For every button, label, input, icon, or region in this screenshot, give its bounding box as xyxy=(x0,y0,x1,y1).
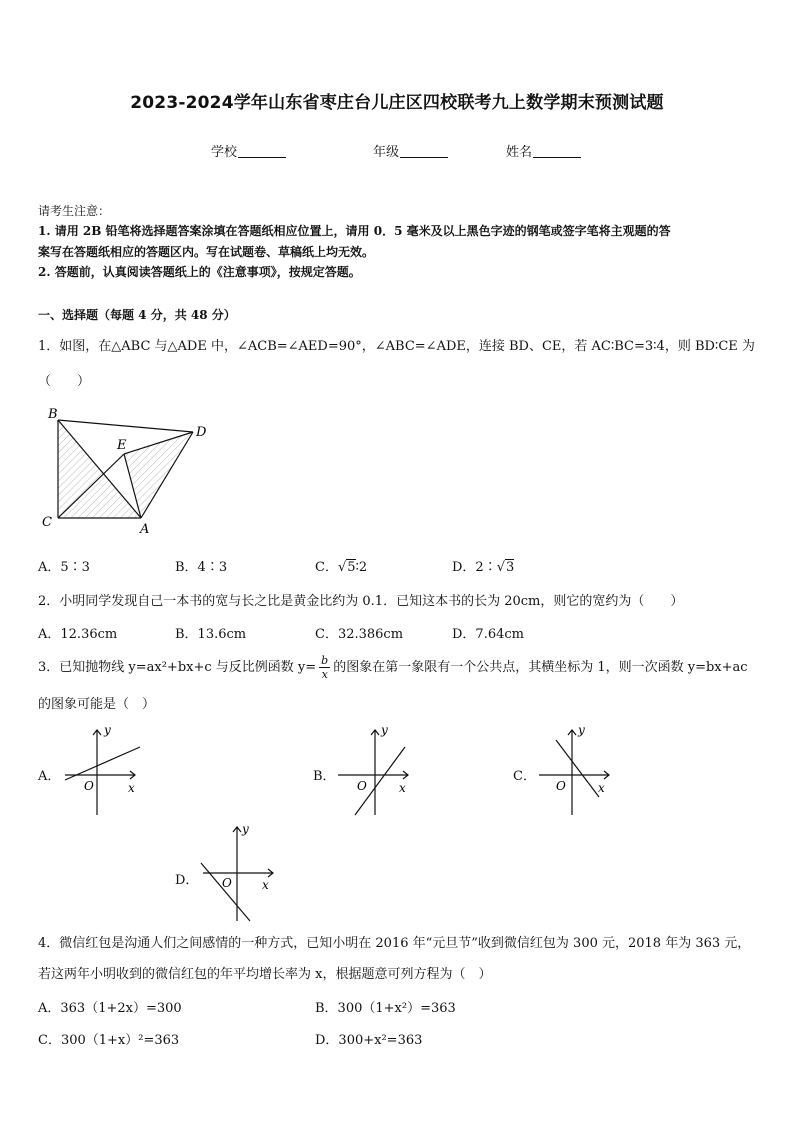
label-e: E xyxy=(117,438,127,453)
y-label: y xyxy=(104,723,111,737)
grade-field xyxy=(373,141,448,160)
q3-option-d[interactable]: D． xyxy=(175,873,199,888)
q3-fraction xyxy=(319,654,330,681)
q3-text-post: 的图象在第一象限有一个公共点，其横坐标为 1，则一次函数 y=bx+ac xyxy=(333,660,748,675)
q2-option-c[interactable]: C．32.386cm xyxy=(315,627,404,642)
label-d: D xyxy=(196,425,207,440)
q3-graph-b[interactable] xyxy=(333,722,418,817)
page-title: 2023-2024学年山东省枣庄台儿庄区四校联考九上数学期末预测试题 xyxy=(130,93,664,113)
school-label: 学校 xyxy=(211,145,238,160)
q3-text-line1 xyxy=(38,652,763,684)
q1-option-c[interactable] xyxy=(315,556,367,575)
school-field xyxy=(211,141,286,160)
q1-figure xyxy=(38,402,210,537)
grade-blank xyxy=(400,145,448,158)
label-b: B xyxy=(48,407,58,422)
notice-item1-line1: 1. 请用 2B 铅笔将选择题答案涂填在答题纸相应位置上，请用 0．5 毫米及以上黑色字迹的钢笔或签字笔将主观题的答 xyxy=(38,224,671,238)
q1-option-d-prefix: D．2∶ xyxy=(452,560,497,575)
q3-option-c[interactable]: C． xyxy=(513,769,536,784)
y-label: y xyxy=(578,723,585,737)
q2-text: 2．小明同学发现自己一本书的宽与长之比是黄金比约为 0.1．已知这本书的长为 20cm，则它的宽约为（ ） xyxy=(38,594,684,609)
q4-text-line1: 4．微信红包是沟通人们之间感情的一种方式，已知小明在 2016 年“元旦节”收到微信红包为 300 元，2018 年为 363 元， xyxy=(38,936,751,951)
x-label: x xyxy=(598,781,605,795)
sqrt-symbol: √ xyxy=(496,560,505,575)
q2-option-d[interactable]: D．7.64cm xyxy=(452,627,524,642)
q1-text-line1: 1．如图，在△ABC 与△ADE 中，∠ACB=∠AED=90°，∠ABC=∠ADE，连接 BD、CE，若 AC∶BC=3∶4，则 BD∶CE 为 xyxy=(38,339,755,354)
grade-label: 年级 xyxy=(373,145,400,160)
q2-option-b[interactable]: B．13.6cm xyxy=(175,627,247,642)
q1-text-line2: （ ） xyxy=(38,374,91,389)
name-label: 姓名 xyxy=(506,145,533,160)
notice-item1-line2: 案写在答题纸相应的答题区内。写在试题卷、草稿纸上均无效。 xyxy=(38,245,375,259)
q4-option-d[interactable]: D．300+x²=363 xyxy=(315,1033,423,1048)
q3-graph-c[interactable] xyxy=(534,722,619,817)
notice-heading: 请考生注意： xyxy=(38,204,111,218)
line-graph xyxy=(201,863,250,921)
q3-option-b[interactable]: B． xyxy=(313,769,336,784)
q3-option-a[interactable]: A． xyxy=(38,769,61,784)
q2-option-a[interactable]: A．12.36cm xyxy=(38,627,118,642)
q3-text-line2: 的图象可能是（ ） xyxy=(38,697,156,712)
origin-label: O xyxy=(556,779,566,793)
q1-option-c-suffix: ∶2 xyxy=(355,560,368,575)
q4-text-line2: 若这两年小明收到的微信红包的年平均增长率为 x，根据题意可列方程为（ ） xyxy=(38,967,492,982)
q3-text-pre: 3．已知抛物线 y=ax²+bx+c 与反比例函数 y= xyxy=(38,660,317,675)
q3-frac-num: b xyxy=(321,654,329,667)
q3-graph-a[interactable] xyxy=(60,722,145,817)
name-field xyxy=(506,141,581,160)
sqrt-symbol: √ xyxy=(337,560,347,575)
y-label: y xyxy=(242,822,249,836)
origin-label: O xyxy=(84,779,94,793)
name-blank xyxy=(533,145,581,158)
notice-item2: 2. 答题前，认真阅读答题纸上的《注意事项》，按规定答题。 xyxy=(38,265,361,279)
label-c: C xyxy=(42,515,52,530)
q4-option-c[interactable]: C．300（1+x）²=363 xyxy=(38,1033,180,1048)
q3-frac-den: x xyxy=(321,668,328,681)
segment-bd xyxy=(58,420,193,432)
triangle-ade-shading xyxy=(124,432,193,518)
q1-option-d-radicand: 3 xyxy=(506,560,515,575)
q1-option-a[interactable]: A．5∶3 xyxy=(38,560,90,575)
origin-label: O xyxy=(357,779,367,793)
x-label: x xyxy=(262,878,269,892)
school-blank xyxy=(238,145,286,158)
q4-option-a[interactable]: A．363（1+2x）=300 xyxy=(38,1001,182,1016)
q1-option-d[interactable] xyxy=(452,556,514,575)
section1-heading: 一、选择题（每题 4 分，共 48 分） xyxy=(38,308,236,322)
q1-option-b[interactable]: B．4∶3 xyxy=(175,560,228,575)
x-label: x xyxy=(399,781,406,795)
label-a: A xyxy=(140,522,150,537)
origin-label: O xyxy=(222,876,232,890)
q3-graph-d[interactable] xyxy=(198,821,283,926)
x-label: x xyxy=(128,781,135,795)
q4-option-b[interactable]: B．300（1+x²）=363 xyxy=(315,1001,456,1016)
q1-option-c-prefix: C． xyxy=(315,560,338,575)
q1-option-c-radicand: 5 xyxy=(347,560,356,575)
y-label: y xyxy=(381,723,388,737)
